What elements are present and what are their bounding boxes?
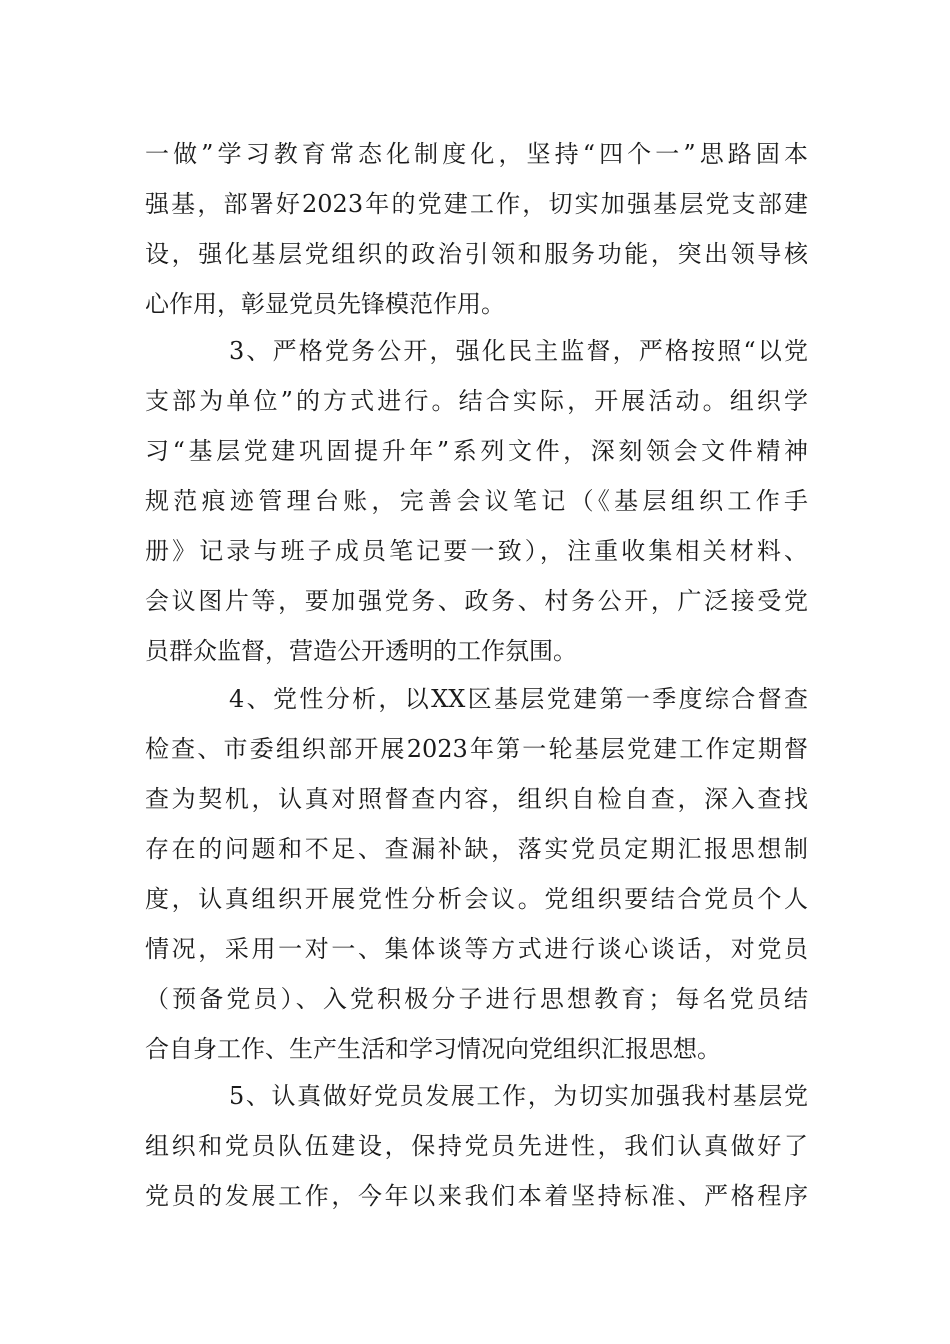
text-line: 习“基层党建巩固提升年”系列文件，深刻领会文件精神 [145,437,808,465]
text-line: 合自身工作、生产生活和学习情况向党组织汇报思想。 [145,1035,721,1063]
text-line: 组织和党员队伍建设，保持党员先进性，我们认真做好了 [145,1132,808,1160]
text-line: （预备党员）、入党积极分子进行思想教育；每名党员结 [145,985,808,1013]
text-line: 党员的发展工作，今年以来我们本着坚持标准、严格程序 [145,1182,808,1210]
text-line: 4、党性分析，以XX区基层党建第一季度综合督查 [229,685,808,713]
text-line: 检查、市委组织部开展2023年第一轮基层党建工作定期督 [145,735,808,763]
paragraph-item-4 [145,674,808,1074]
paragraph-intro-continuation [145,129,808,329]
text-line: 一做”学习教育常态化制度化，坚持“四个一”思路固本 [145,140,808,168]
text-line: 3、严格党务公开，强化民主监督，严格按照“以党 [229,337,808,365]
text-line: 5、认真做好党员发展工作，为切实加强我村基层党 [229,1082,808,1110]
text-line: 查为契机，认真对照督查内容，组织自检自查，深入查找 [145,785,808,813]
text-line: 支部为单位”的方式进行。结合实际，开展活动。组织学 [145,387,808,415]
text-line: 心作用，彰显党员先锋模范作用。 [145,290,505,318]
text-line: 情况，采用一对一、集体谈等方式进行谈心谈话，对党员 [145,935,808,963]
text-line: 存在的问题和不足、查漏补缺，落实党员定期汇报思想制 [145,835,808,863]
text-line: 度，认真组织开展党性分析会议。党组织要结合党员个人 [145,885,808,913]
text-line: 规范痕迹管理台账，完善会议笔记（《基层组织工作手 [145,487,808,515]
text-line: 册》记录与班子成员笔记要一致），注重收集相关材料、 [145,537,808,565]
text-line: 员群众监督，营造公开透明的工作氛围。 [145,637,577,665]
text-line: 设，强化基层党组织的政治引领和服务功能，突出领导核 [145,240,808,268]
paragraph-item-5 [145,1071,808,1221]
paragraph-item-3 [145,326,808,676]
text-line: 强基，部署好2023年的党建工作，切实加强基层党支部建 [145,190,808,218]
text-line: 会议图片等，要加强党务、政务、村务公开，广泛接受党 [145,587,808,615]
